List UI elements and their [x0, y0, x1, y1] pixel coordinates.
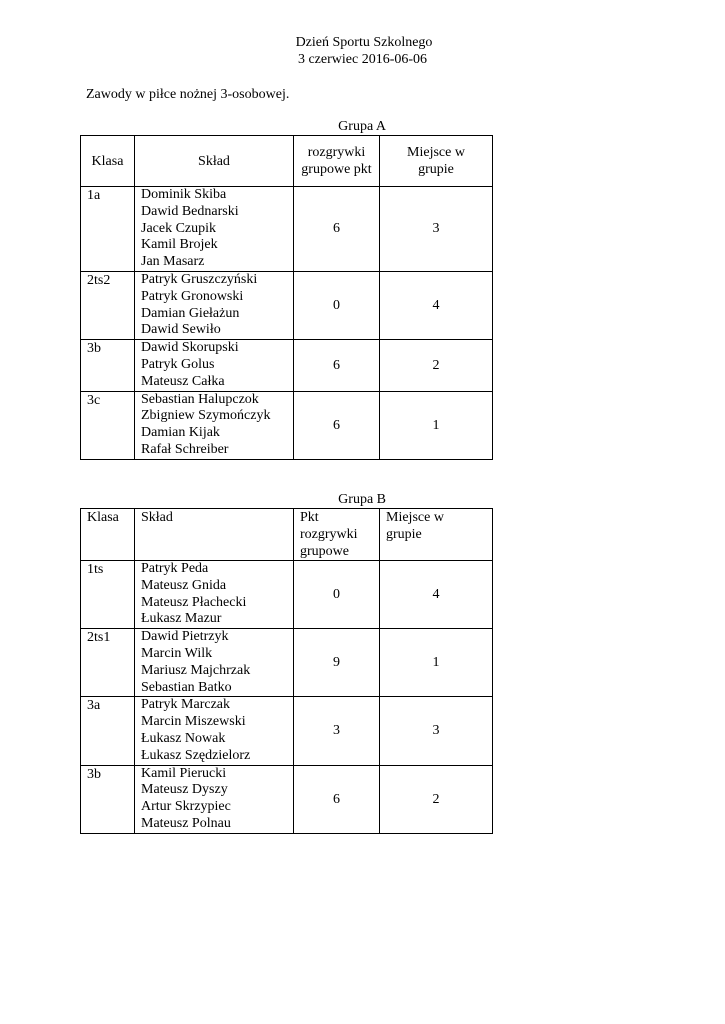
table-row	[81, 765, 493, 833]
sklad-cell	[135, 765, 294, 833]
sklad-cell	[135, 561, 294, 629]
pkt-cell: 9	[294, 629, 380, 697]
klasa-cell: 1a	[81, 187, 135, 272]
document-title	[0, 34, 725, 68]
player-name: Dawid Pietrzyk	[141, 629, 229, 645]
player-name: Dominik Skiba	[141, 187, 227, 202]
player-name: Łukasz Mazur	[141, 611, 222, 627]
miejsce-cell: 4	[380, 561, 493, 629]
sklad-cell	[135, 187, 294, 272]
miejsce-cell: 4	[380, 271, 493, 339]
player-name: Mateusz Polnau	[141, 815, 231, 831]
player-name: Dawid Sewiło	[141, 322, 221, 338]
table-row	[81, 187, 493, 272]
group-b-label: Grupa B	[338, 492, 386, 507]
player-name: Łukasz Nowak	[141, 730, 226, 746]
table-row	[81, 697, 493, 765]
sklad-cell	[135, 629, 294, 697]
header-klasa: Klasa	[81, 136, 135, 187]
player-name: Kamil Pierucki	[141, 765, 227, 781]
player-name: Zbigniew Szymończyk	[141, 408, 271, 424]
miejsce-cell: 1	[380, 391, 493, 459]
klasa-cell: 3b	[81, 340, 135, 391]
pkt-cell: 6	[294, 765, 380, 833]
klasa-cell: 3a	[81, 697, 135, 765]
group-a-body	[81, 187, 493, 460]
table-row	[81, 271, 493, 339]
pkt-cell: 6	[294, 391, 380, 459]
pkt-cell: 6	[294, 187, 380, 272]
title-line-2: 3 czerwiec 2016-06-06	[297, 52, 428, 67]
intro-text: Zawody w piłce nożnej 3-osobowej.	[86, 87, 290, 102]
player-name: Kamil Brojek	[141, 237, 218, 253]
miejsce-cell: 2	[380, 340, 493, 391]
player-name: Damian Kijak	[141, 425, 220, 441]
sklad-cell	[135, 391, 294, 459]
group-a-table	[80, 135, 493, 460]
player-name: Patryk Peda	[141, 561, 209, 576]
player-name: Sebastian Batko	[141, 679, 232, 695]
player-name: Damian Giełażun	[141, 305, 240, 321]
player-name: Patryk Golus	[141, 356, 215, 372]
miejsce-cell: 2	[380, 765, 493, 833]
player-name: Rafał Schreiber	[141, 441, 229, 457]
group-b-table	[80, 508, 493, 834]
player-name: Patryk Marczak	[141, 697, 231, 713]
klasa-cell: 1ts	[81, 561, 135, 629]
player-name: Łukasz Szędzielorz	[141, 747, 251, 763]
miejsce-cell: 1	[380, 629, 493, 697]
player-name: Jacek Czupik	[141, 220, 217, 236]
player-name: Patryk Gronowski	[141, 288, 244, 304]
header-miejsce: Miejsce w grupie	[380, 136, 493, 187]
table-row	[81, 340, 493, 391]
player-name: Mateusz Gnida	[141, 577, 227, 593]
pkt-cell: 0	[294, 561, 380, 629]
header-pkt: rozgrywki grupowe pkt	[294, 136, 380, 187]
table-row	[81, 561, 493, 629]
pkt-cell: 0	[294, 271, 380, 339]
title-line-1: Dzień Sportu Szkolnego	[295, 35, 433, 50]
sklad-cell	[135, 271, 294, 339]
klasa-cell: 3c	[81, 391, 135, 459]
player-name: Mateusz Płachecki	[141, 594, 247, 610]
table-row	[81, 391, 493, 459]
player-name: Marcin Miszewski	[141, 714, 246, 730]
group-a-label: Grupa A	[338, 119, 386, 134]
group-b-body	[81, 561, 493, 834]
player-name: Mateusz Całka	[141, 373, 225, 389]
miejsce-cell: 3	[380, 187, 493, 272]
header-pkt: Pkt rozgrywki grupowe	[294, 509, 380, 561]
sklad-cell	[135, 340, 294, 391]
player-name: Artur Skrzypiec	[141, 799, 231, 815]
header-miejsce: Miejsce w grupie	[380, 509, 493, 561]
klasa-cell: 2ts2	[81, 271, 135, 339]
player-name: Marcin Wilk	[141, 645, 213, 661]
sklad-cell	[135, 697, 294, 765]
header-sklad: Skład	[135, 136, 294, 187]
player-name: Mariusz Majchrzak	[141, 662, 251, 678]
player-name: Jan Masarz	[141, 254, 205, 270]
klasa-cell: 3b	[81, 765, 135, 833]
player-name: Sebastian Halupczok	[141, 391, 259, 407]
player-name: Dawid Skorupski	[141, 340, 239, 356]
miejsce-cell: 3	[380, 697, 493, 765]
player-name: Mateusz Dyszy	[141, 782, 228, 798]
table-row	[81, 629, 493, 697]
header-klasa: Klasa	[81, 509, 135, 561]
player-name: Patryk Gruszczyński	[141, 271, 258, 287]
header-sklad: Skład	[135, 509, 294, 561]
player-name: Dawid Bednarski	[141, 203, 239, 219]
pkt-cell: 6	[294, 340, 380, 391]
pkt-cell: 3	[294, 697, 380, 765]
klasa-cell: 2ts1	[81, 629, 135, 697]
